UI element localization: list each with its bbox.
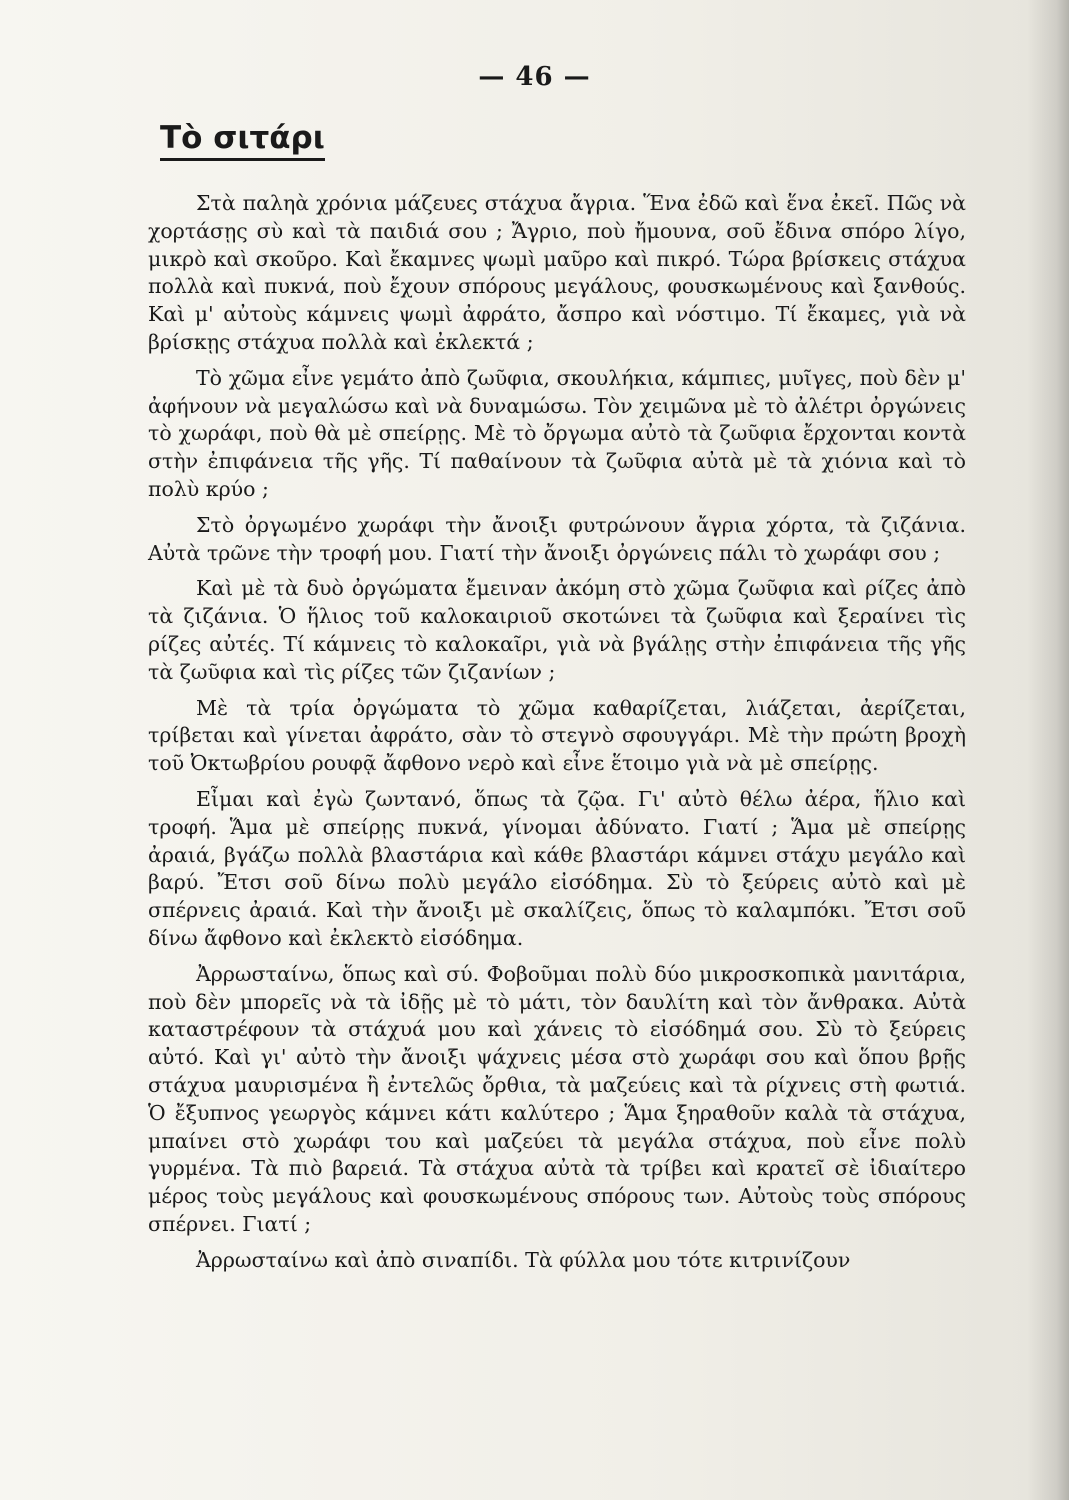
page-number: — 46 — [478, 62, 591, 92]
paragraph-4: Καὶ μὲ τὰ δυὸ ὀργώματα ἔμειναν ἀκόμη στὸ χῶμα ζωῦφια καὶ ρίζες ἀπὸ τὰ ζιζάνια. Ὁ ἥλιος τοῦ καλοκαιριοῦ σκοτώνει τὰ ζωῦφια καὶ ξεραίνει τὶς ρίζες αὐτές. Τί κάμνεις τὸ καλοκαῖρι, γιὰ νὰ βγάλῃς στὴν ἐπιφάνεια τῆς γῆς τὰ ζωῦφια καὶ τὶς ρίζες τῶν ζιζανίων ; [148, 576, 966, 684]
page-edge-shadow [1027, 0, 1069, 1500]
paragraph-1: Στὰ παληὰ χρόνια μάζευες στάχυα ἄγρια. Ἕνα ἐδῶ καὶ ἕνα ἐκεῖ. Πῶς νὰ χορτάσῃς σὺ καὶ τὰ παιδιά σου ; Ἄγριο, ποὺ ἤμουνα, σοῦ ἔδινα σπόρο λίγο, μικρὸ καὶ σκοῦρο. Καὶ ἔκαμνες ψωμὶ μαῦρο καὶ πικρό. Τώρα βρίσκεις στάχυα πολλὰ καὶ πυκνά, ποὺ ἔχουν σπόρους μεγάλους, φουσκωμένους καὶ ξανθούς. Καὶ μ' αὐτοὺς κάμνεις ψωμὶ ἀφράτο, ἄσπρο καὶ νόστιμο. Τί ἔκαμες, γιὰ νὰ βρίσκῃς στάχυα πολλὰ καὶ ἐκλεκτά ; [148, 191, 966, 354]
paragraph-7: Ἀρρωσταίνω, ὅπως καὶ σύ. Φοβοῦμαι πολὺ δύο μικροσκοπικὰ μανιτάρια, ποὺ δὲν μπορεῖς νὰ τὰ ἰδῇς μὲ τὸ μάτι, τὸν δαυλίτη καὶ τὸν ἄνθρακα. Αὐτὰ καταστρέφουν τὰ στάχυά μου καὶ χάνεις τὸ εἰσόδημά σου. Σὺ τὸ ξεύρεις αὐτό. Καὶ γι' αὐτὸ τὴν ἄνοιξι ψάχνεις μέσα στὸ χωράφι σου καὶ ὅπου βρῇς στάχυα μαυρισμένα ἢ ἐντελῶς ὄρθια, τὰ μαζεύεις καὶ τὰ ρίχνεις στὴ φωτιά. Ὁ ἔξυπνος γεωργὸς κάμνει κάτι καλύτερο ; Ἅμα ξηραθοῦν καλὰ τὰ στάχυα, μπαίνει στὸ χωράφι του καὶ μαζεύει τὰ μεγάλα στάχυα, ποὺ εἶνε πολὺ γυρμένα. Τὰ πιὸ βαρειά. Τὰ στάχυα αὐτὰ τὰ τρίβει καὶ κρατεῖ σὲ ἰδιαίτερο μέρος τοὺς μεγάλους καὶ φουσκωμένους σπόρους των. Αὐτοὺς τοὺς σπόρους σπέρνει. Γιατί ; [148, 961, 966, 1236]
paragraph-8: Ἀρρωσταίνω καὶ ἀπὸ σιναπίδι. Τὰ φύλλα μου τότε κιτρινίζουν [196, 1247, 851, 1272]
paragraph-5: Μὲ τὰ τρία ὀργώματα τὸ χῶμα καθαρίζεται, λιάζεται, ἀερίζεται, τρίβεται καὶ γίνεται ἀφράτο, σὰν τὸ στεγνὸ σφουγγάρι. Μὲ τὴν πρώτη βροχὴ τοῦ Ὀκτωβρίου ρουφᾷ ἄφθονο νερὸ καὶ εἶνε ἕτοιμο γιὰ νὰ μὲ σπείρῃς. [148, 695, 966, 776]
paragraph-2: Τὸ χῶμα εἶνε γεμάτο ἀπὸ ζωῦφια, σκουλήκια, κάμπιες, μυῖγες, ποὺ δὲν μ' ἀφήνουν νὰ μεγαλώσω καὶ νὰ δυναμώσω. Τὸν χειμῶνα μὲ τὸ ἀλέτρι ὀργώνεις τὸ χωράφι, ποὺ θὰ μὲ σπείρῃς. Μὲ τὸ ὄργωμα αὐτὸ τὰ ζωῦφια ἔρχονται κοντὰ στὴν ἐπιφάνεια τῆς γῆς. Τί παθαίνουν τὰ ζωῦφια αὐτὰ μὲ τὰ χιόνια καὶ τὸ πολὺ κρύο ; [148, 365, 966, 501]
body-text [148, 190, 966, 1274]
page-title: Τὸ σιτάρι [160, 120, 325, 161]
paragraph-6: Εἶμαι καὶ ἐγὼ ζωντανό, ὅπως τὰ ζῷα. Γι' αὐτὸ θέλω ἀέρα, ἥλιο καὶ τροφή. Ἅμα μὲ σπείρῃς πυκνά, γίνομαι ἀδύνατο. Γιατί ; Ἅμα μὲ σπείρῃς ἀραιά, βγάζω πολλὰ βλαστάρια καὶ κάθε βλαστάρι κάμνει στάχυ μεγάλο καὶ βαρύ. Ἔτσι σοῦ δίνω πολὺ μεγάλο εἰσόδημα. Σὺ τὸ ξεύρεις αὐτὸ καὶ μὲ σπέρνεις ἀραιά. Καὶ τὴν ἄνοιξι μὲ σκαλίζεις, ὅπως τὸ καλαμπόκι. Ἔτσι σοῦ δίνω ἄφθονο καὶ ἐκλεκτὸ εἰσόδημα. [148, 786, 966, 950]
paragraph-3: Στὸ ὀργωμένο χωράφι τὴν ἄνοιξι φυτρώνουν ἄγρια χόρτα, τὰ ζιζάνια. Αὐτὰ τρῶνε τὴν τροφή μου. Γιατί τὴν ἄνοιξι ὀργώνεις πάλι τὸ χωράφι σου ; [148, 512, 966, 565]
